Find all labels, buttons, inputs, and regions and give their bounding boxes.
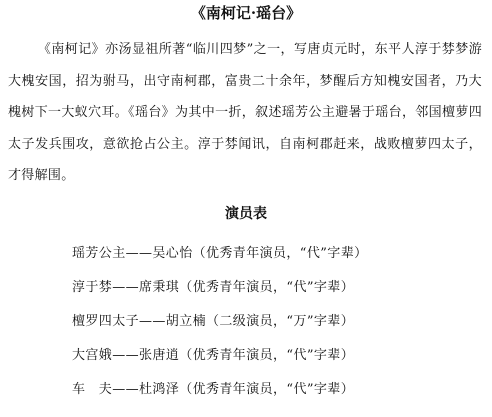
cast-entry: 大宫娥——张唐逍（优秀青年演员，“代”字辈） [72,348,355,363]
document-title: 《南柯记·瑶台》 [190,4,302,22]
cast-entry: 檀罗四太子——胡立楠（二级演员，“万”字辈） [72,314,355,329]
cast-entry: 淳于棼——席秉琪（优秀青年演员，“代”字辈） [72,280,355,295]
cast-entry: 瑶芳公主——吴心怡（优秀青年演员，“代”字辈） [72,246,368,261]
cast-entry: 车 夫——杜鸿泽（优秀青年演员，“代”字辈） [72,382,355,397]
synopsis-paragraph: 《南柯记》亦汤显祖所著“临川四梦”之一，写唐贞元时，东平人淳于棼梦游大槐安国，招为驸马，出守南柯郡，富贵二十余年，梦醒后方知槐安国者，乃大槐树下一大蚁穴耳。《瑶台》为其中一折，叙述瑶芳公主避暑于瑶台，邻国檀萝四太子发兵围攻，意欲抢占公主。淳于棼闻讯，自南柯郡赶来，战败檀萝四太子，才得解围。 [8,42,482,184]
cast-heading: 演员表 [225,206,267,222]
cast-list [72,237,368,407]
